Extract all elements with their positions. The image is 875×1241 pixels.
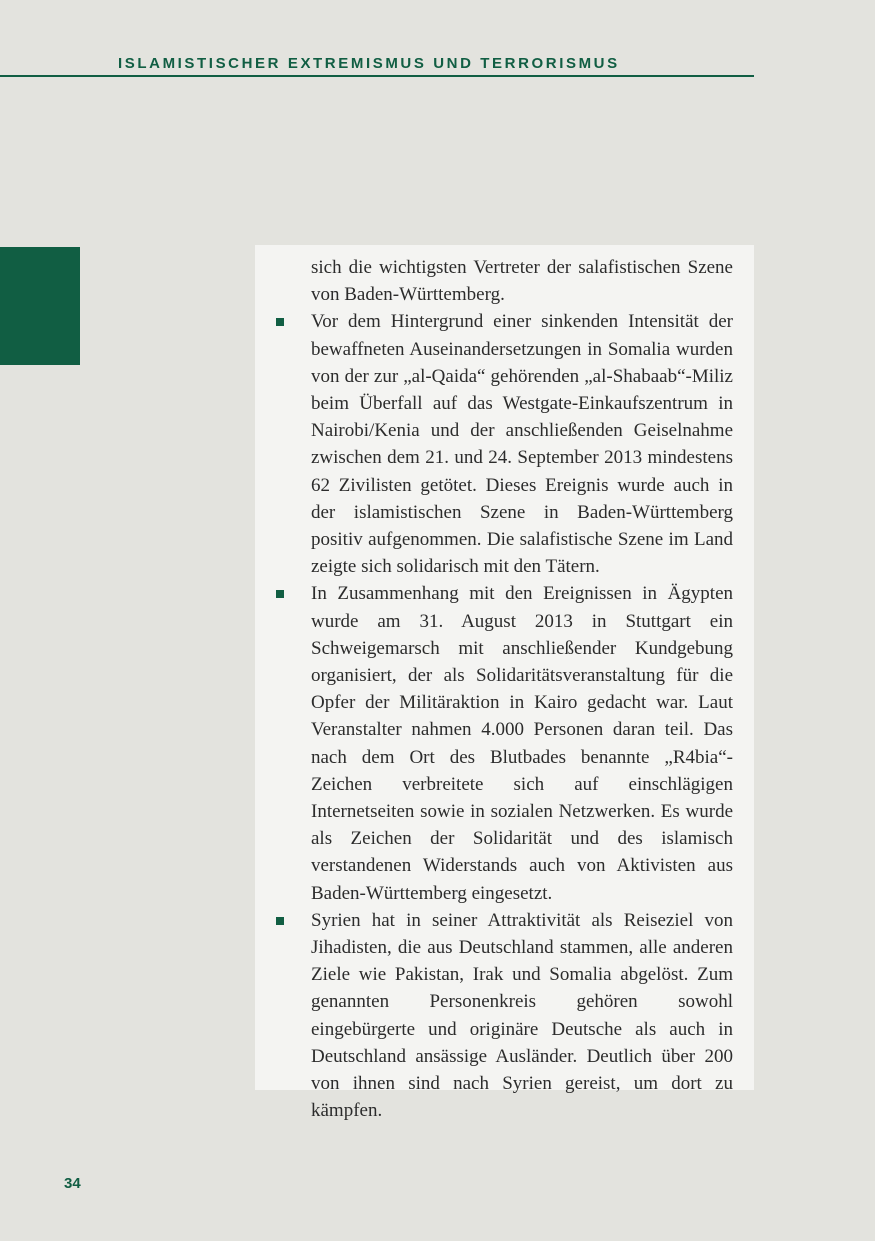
list-item-text: Syrien hat in seiner Attraktivität als Reiseziel von Jihadisten, die aus Deutschland stammen, alle anderen Ziele wie Pakistan, Irak und Somalia abgelöst. Zum genannten Personenkreis gehören sowohl eingebürgerte und originäre Deutsche als auch in Deutschland ansässige Ausländer. Deutlich über 200 von ihnen sind nach Syrien gereist, um dort zu kämpfen. [311, 909, 733, 1122]
header-divider [0, 75, 754, 77]
chapter-marker-block [0, 247, 80, 365]
list-item-text: Vor dem Hintergrund einer sinkenden Intensität der bewaffneten Auseinandersetzungen in Somalia wurden von der zur „al-Qaida“ gehörenden „al-Shabaab“-Miliz beim Überfall auf das Westgate-Einkaufszentrum in Nairobi/Kenia und der anschließenden Geiselnahme zwischen dem 21. und 24. September 2013 mindestens 62 Zivilisten getötet. Dieses Ereignis wurde auch in der islamistischen Szene in Baden-Württemberg positiv aufgenommen. Die salafistische Szene im Land zeigte sich solidarisch mit den Tätern. [311, 311, 733, 578]
text-box [255, 245, 754, 1122]
square-bullet-icon [276, 917, 284, 925]
list-item [311, 308, 733, 580]
square-bullet-icon [276, 318, 284, 326]
list-item [311, 580, 733, 906]
continuation-paragraph: sich die wichtigsten Vertreter der salafistischen Szene von Baden-Württemberg. [311, 257, 733, 306]
running-header: ISLAMISTISCHER EXTREMISMUS UND TERRORISMUS [118, 55, 620, 72]
square-bullet-icon [276, 590, 284, 598]
list-item-text: In Zusammenhang mit den Ereignissen in Ägypten wurde am 31. August 2013 in Stuttgart ein Schweigemarsch mit anschließender Kundgebung organisiert, der als Solidaritätsveranstaltung für die Opfer der Militäraktion in Kairo gedacht war. Laut Veranstalter nahmen 4.000 Personen daran teil. Das nach dem Ort des Blutbades benannte „R4bia“-Zeichen verbreitete sich auf einschlägigen Internetseiten sowie in sozialen Netzwerken. Es wurde als Zeichen der Solidarität und des islamisch verstandenen Widerstands auch von Aktivisten aus Baden-Württemberg eingesetzt. [311, 583, 733, 904]
list-item [311, 907, 733, 1125]
page-number: 34 [64, 1175, 81, 1192]
text-column [311, 254, 733, 1125]
